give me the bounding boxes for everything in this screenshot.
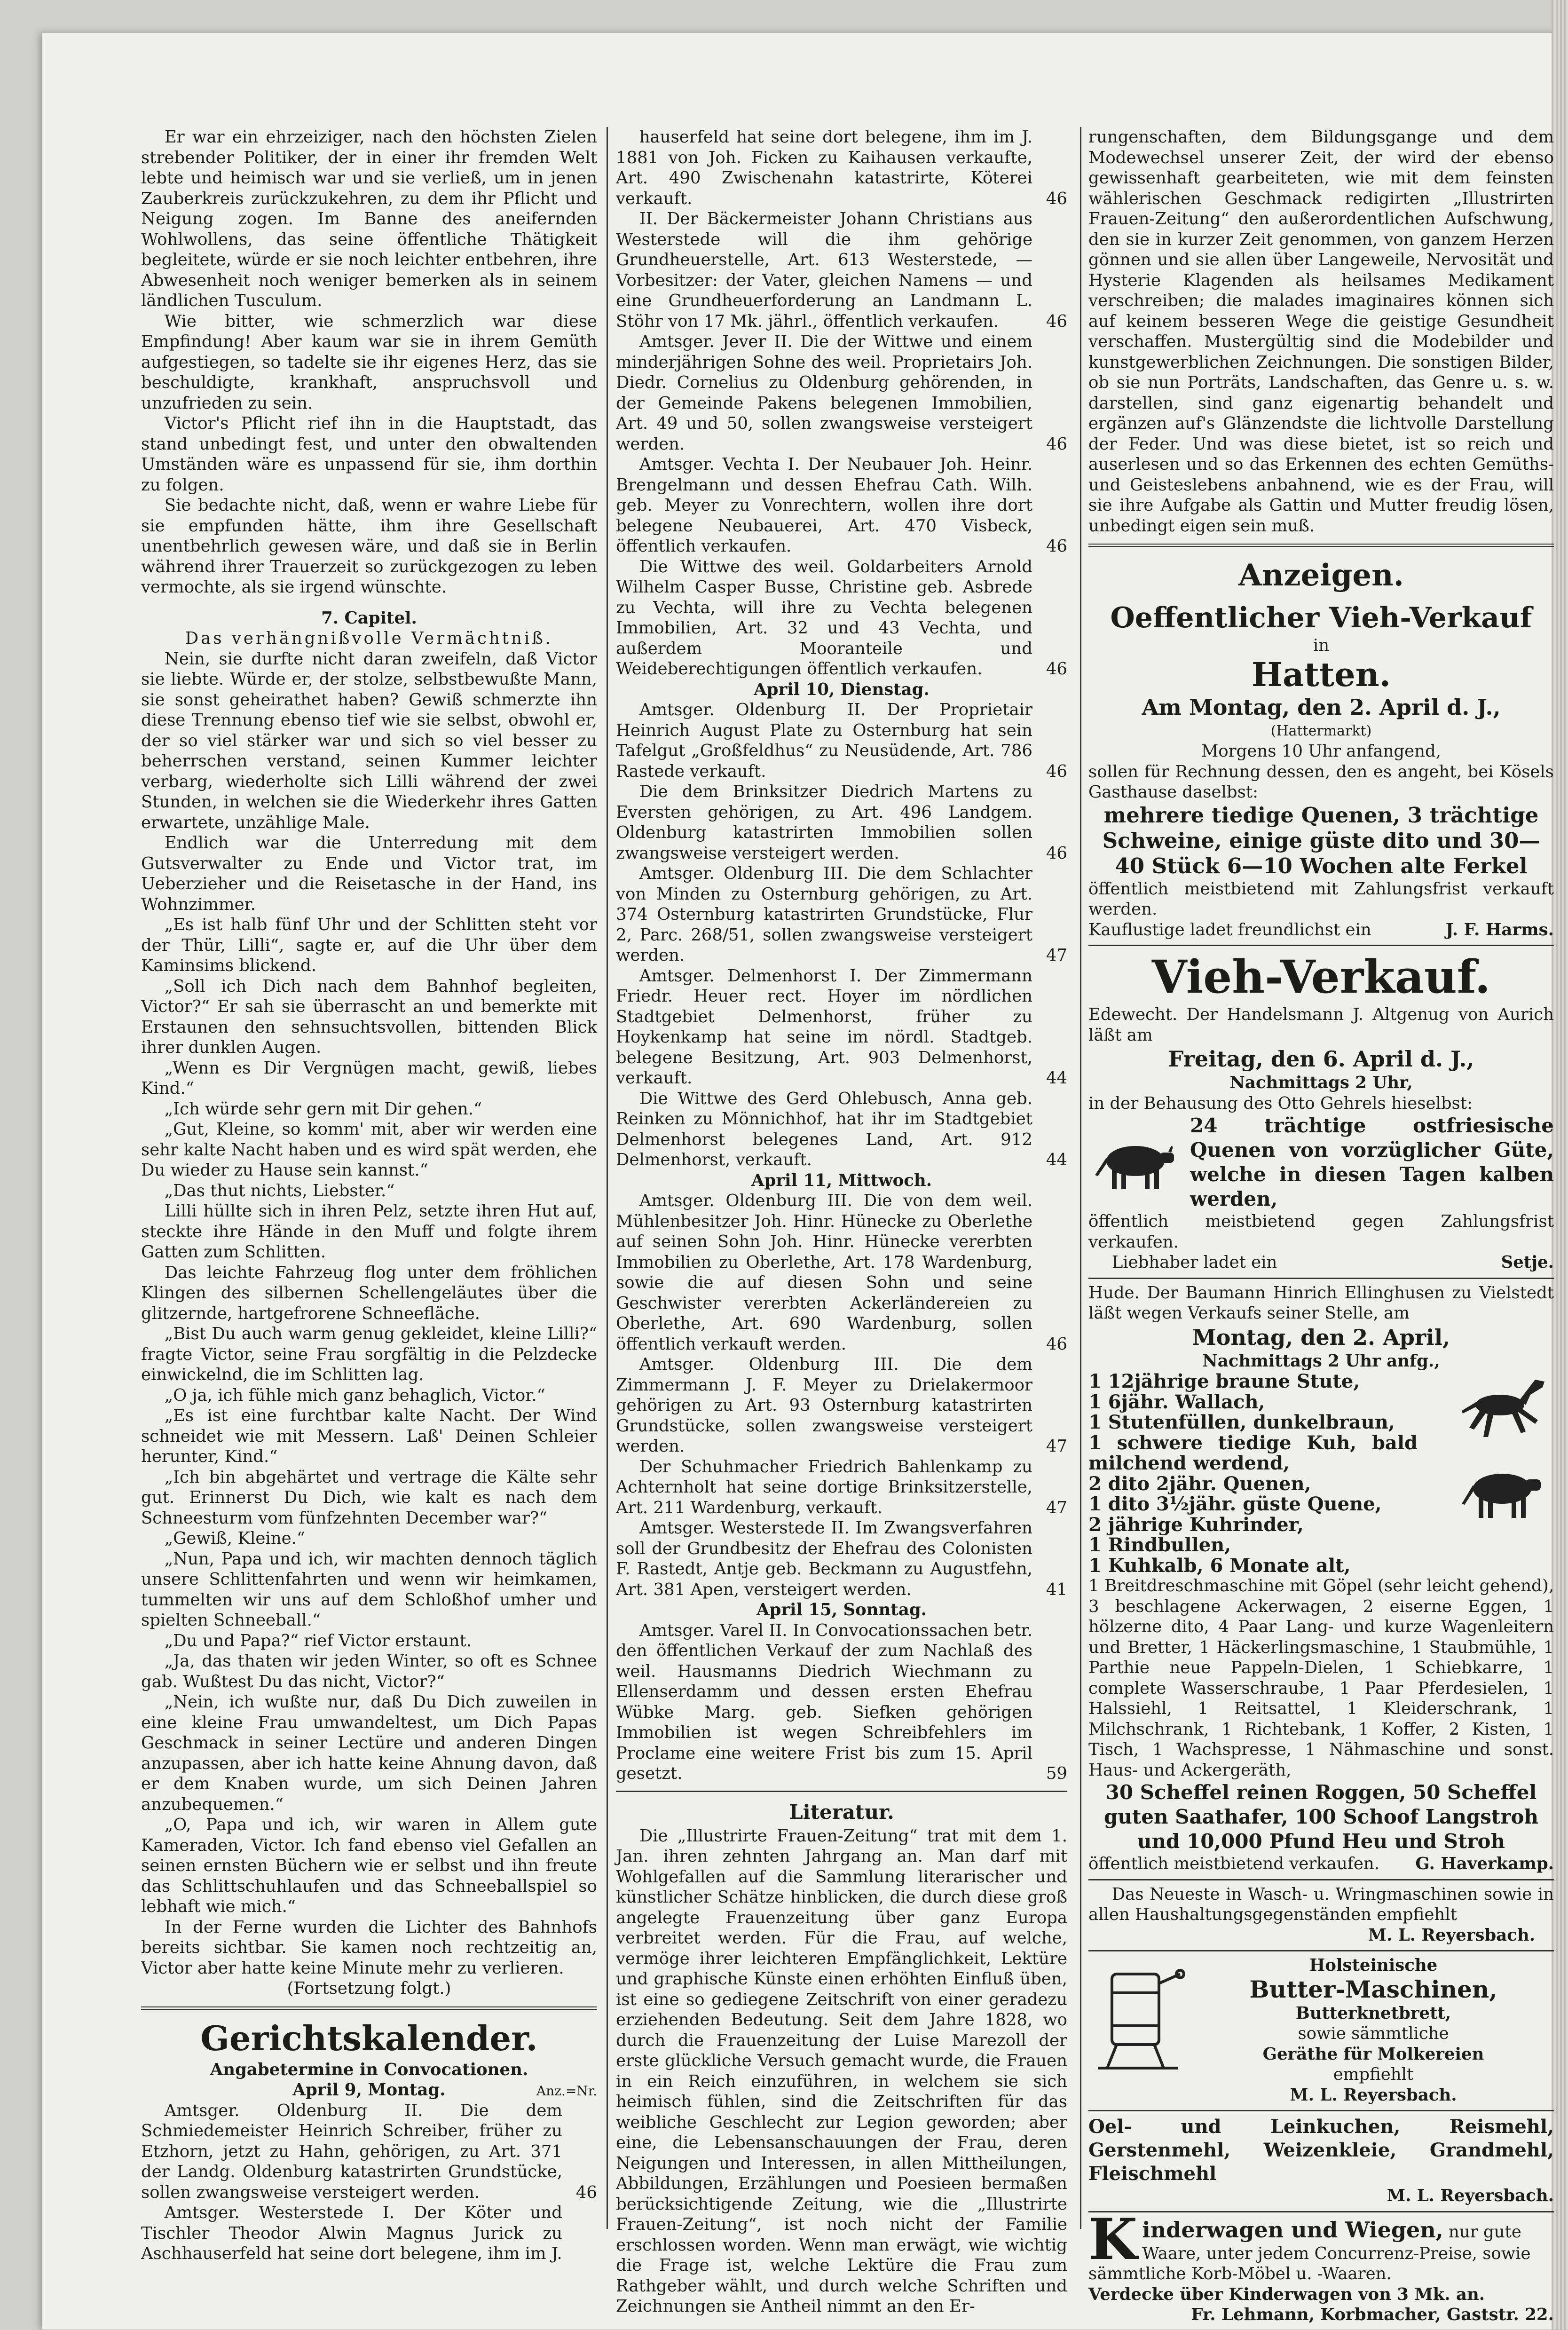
entry-number: 41 — [1046, 1580, 1067, 1599]
ad-text: nur gute Waare, unter jedem Concurrenz-Preise, sowie sämmtliche Korb-Möbel u. -Waaren. — [1088, 2222, 1531, 2283]
entry-text: Amtsger. Oldenburg III. Die dem Zimmermann J. F. Meyer zu Drielakermoor gehörigen zu Art. 93 Osternburg katastrirten Grundstücke, sollen zwangsweise versteigert werden. — [616, 1355, 1032, 1456]
calendar-entry — [616, 700, 1067, 782]
story-paragraphs — [141, 127, 597, 598]
list-item: 2 jährige Kuhrinder, — [1088, 1513, 1304, 1536]
ads-title: Anzeigen. — [1238, 558, 1404, 593]
ad-signature: Setje. — [1501, 1253, 1554, 1272]
chapter-title: Das verhängnißvolle Vermächtniß. — [185, 629, 553, 648]
ad-signature: M. L. Reyersbach. — [1368, 1925, 1535, 1945]
paragraph: „Gut, Kleine, so komm' mit, aber wir werden eine sehr kalte Nacht haben und es wird spät werden, ehe Du wieder zu Hause sein kannst.“ — [141, 1120, 597, 1180]
date-heading: April 9, Montag. — [292, 2080, 446, 2100]
list-item: 1 Kuhkalb, 6 Monate alt, — [1088, 1554, 1351, 1577]
entry-number: 46 — [1046, 189, 1067, 208]
list-item: 1 dito 3½jähr. güste Quene, — [1088, 1493, 1382, 1515]
entry-text: Die Wittwe des Gerd Ohlebusch, Anna geb. Reinken zu Mönnichhof, hat ihr im Stadtgebiet Delmenhorst belegenes Land, Art. 912 Delmenhorst, verkauft. — [616, 1089, 1032, 1169]
ad-signature: J. F. Harms. — [1445, 920, 1554, 940]
entry-number: 47 — [1046, 1498, 1067, 1517]
entry-text: Amtsger. Oldenburg III. Die dem Schlachter von Minden zu Osternburg gehörigen, zu Art. 374 Osternburg katastrirten Grundstücke, Flur 2, Parc. 268/51, sollen zwangsweise versteigert werden. — [616, 864, 1032, 965]
livestock-list — [1088, 1371, 1418, 1576]
ad-text: sowie sämmtliche — [1298, 2024, 1449, 2043]
calendar-entries — [616, 700, 1067, 1170]
paragraph: „O ja, ich fühle mich ganz behaglich, Victor.“ — [164, 1385, 545, 1405]
entry-text: Die dem Brinksitzer Diedrich Martens zu Eversten gehörigen, zu Art. 496 Landgem. Oldenburg katastrirten Immobilien sollen zwangsweise versteigert werden. — [616, 782, 1032, 863]
ad-signature: M. L. Reyersbach. — [1387, 2186, 1554, 2205]
literature-title: Literatur. — [789, 1800, 894, 1824]
ad-time: Nachmittags 2 Uhr anfg., — [1202, 1351, 1440, 1371]
ad-time: Morgens 10 Uhr anfangend, — [1201, 742, 1442, 761]
list-item: 1 schwere tiedige Kuh, bald milchend werdend, — [1088, 1431, 1418, 1474]
calendar-subtitle: Angabetermine in Convocationen. — [210, 2060, 528, 2079]
list-item: 1 Stutenfüllen, dunkelbraun, — [1088, 1411, 1395, 1433]
ad-signature: Fr. Lehmann, Korbmacher, Gaststr. 22. — [1191, 2305, 1554, 2324]
ad-text: 1 Breitdreschmaschine mit Göpel (sehr leicht gehend), 3 beschlagene Ackerwagen, 2 eiserne Eggen, 1 hölzerne dito, 4 Paar Lang- und kurze Wagenleitern und Bretter, 1 Häckerlingsmaschine, 1 Staubmühle, 1 Parthie neue Pappeln-Dielen, 1 Schiebkarre, 1 complete Wasserschraube, 1 Paar Pferdesielen, 1 Halssiehl, 1 Reitsattel, 1 Kleiderschrank, 1 Milchschrank, 1 Richtebank, 1 Koffer, 2 Kisten, 1 Tisch, 1 Wachspresse, 1 Nähmaschine und sonst. Haus- und Ackergeräth, — [1088, 1576, 1554, 1780]
paragraph: Victor's Pflicht rief ihn in die Hauptstadt, das stand unbedingt fest, und unter den obwaltenden Umständen wäre es unpassend für sie, ihm dorthin zu folgen. — [141, 414, 597, 495]
ad-feedstuffs — [1088, 2111, 1554, 2212]
story-paragraphs-2 — [141, 649, 597, 1979]
paragraph: „Bist Du auch warm genug gekleidet, kleine Lilli?“ fragte Victor, seine Frau sorgfältig in die Pelzdecke einwickelnd, die im Schlitten lag. — [141, 1324, 597, 1384]
column-right — [1088, 127, 1554, 2330]
ad-livestock-sale-hatten — [1088, 597, 1554, 946]
ad-highlight: 24 trächtige ostfriesische Quenen von vorzüglicher Güte, welche in diesen Tagen kalben werden, — [1190, 1114, 1554, 1210]
calendar-entries — [616, 1191, 1067, 1600]
column-left — [141, 127, 597, 2264]
ad-butter-machines — [1088, 1951, 1554, 2111]
date-heading: April 10, Dienstag. — [754, 679, 930, 699]
paragraph: „Ich würde sehr gern mit Dir gehen.“ — [164, 1099, 482, 1119]
entry-text: II. Der Bäckermeister Johann Christians aus Westerstede will die ihm gehörige Grundheuerstelle, Art. 613 Westerstede, — Vorbesitzer: der Vater, gleichen Namens — und eine Grundheuerforderung an Landmann L. Stöhr von 17 Mk. jährl., öffentlich verkaufen. — [616, 209, 1032, 331]
entry-number: 46 — [575, 2182, 597, 2202]
calendar-entry — [616, 209, 1067, 332]
ad-text: Holsteinische — [1309, 1956, 1438, 1975]
paragraph: Lilli hüllte sich in ihren Pelz, setzte ihren Hut auf, steckte ihre Hände in den Muff und folgte ihrem Gatten zum Schlitten. — [141, 1201, 597, 1262]
column-middle — [616, 127, 1067, 2317]
ad-title: inderwagen und Wiegen, — [1142, 2217, 1443, 2243]
calendar-title: Gerichtskalender. — [200, 2018, 538, 2058]
paragraph: „Das thut nichts, Liebster.“ — [164, 1181, 395, 1201]
paragraph: „O, Papa und ich, wir waren in Allem gute Kameraden, Victor. Ich fand ebenso viel Gefallen an seinen ernsten Büchern wie er selbst und ihn freute das Schlittschuhlaufen und das Schneeballspiel so lebhaft wie mich.“ — [141, 1815, 597, 1916]
ad-highlight: 30 Scheffel reinen Roggen, 50 Scheffel guten Saathafer, 100 Schoof Langstroh und 10,000 Pfund Heu und Stroh — [1103, 1781, 1539, 1853]
literature-continuation: rungenschaften, dem Bildungsgange und dem Modewechsel unserer Zeit, der wird der ebenso gewissenhaft gearbeiteten, wie mit dem feinsten wählerischen Geschmack redigirten „Illustrirten Frauen-Zeitung“ den außerordentlichen Aufschwung, den sie in kurzer Zeit genommen, von ganzem Herzen gönnen und sie allen über Langeweile, Nervosität und Hysterie Klagenden als heilsames Medikament verschreiben; die malades imaginaires können sich auf keinem besseren Wege die geistige Gesundheit verschaffen. Mustergültig sind die Modebilder und kunstgewerblichen Zeichnungen. Die sonstigen Bilder, ob sie nun Porträts, Landschaften, das Genre u. s. w. darstellen, sind ganz eigenartig behandelt und ergänzen auf's Glänzendste die lichtvolle Darstellung der Feder. Und was diese bietet, ist so reich und auserlesen und so das Erkennen des echten Gemüths- und Geisteslebens anbahnend, wie es der Frau, will sie ihre Aufgabe als Gattin und Mutter freudig lösen, unbedingt eigen sein muß. — [1088, 127, 1554, 536]
paragraph: „Ja, das thaten wir jeden Winter, so oft es Schnee gab. Wußtest Du das nicht, Victor?“ — [141, 1651, 597, 1691]
ad-livestock-sale-edewecht — [1088, 946, 1554, 1279]
ad-highlight: mehrere tiedige Quenen, 3 trächtige Schweine, einige güste dito und 30—40 Stück 6—10 Wochen alte Ferkel — [1102, 802, 1540, 878]
calendar-entry — [616, 454, 1067, 557]
ad-farm-auction-hude — [1088, 1279, 1554, 1880]
paragraph: Wie bitter, wie schmerzlich war diese Empfindung! Aber kaum war sie in ihrem Gemüth aufgestiegen, so tadelte sie ihr eigenes Herz, das sie beschuldigte, krankhaft, anspruchsvoll und unzufrieden zu sein. — [141, 311, 597, 413]
ad-text: Das Neueste in Wasch- u. Wringmaschinen sowie in allen Haushaltungsgegenständen empfiehlt — [1088, 1884, 1554, 1924]
list-item: 2 dito 2jähr. Quenen, — [1088, 1472, 1311, 1495]
paragraph: „Nein, ich wußte nur, daß Du Dich zuweilen in eine kleine Frau umwandeltest, um Dich Papas Geschmack in seiner Lectüre und anderen Dingen anzupassen, aber ich hatte keine Ahnung davon, daß er dem Knaben wurde, um sich Deinen Jahren anzubequemen.“ — [141, 1692, 597, 1814]
ad-signature: M. L. Reyersbach. — [1290, 2085, 1457, 2105]
ad-sub: (Hattermarkt) — [1270, 722, 1372, 739]
ad-invite: Liebhaber ladet ein — [1111, 1253, 1277, 1272]
ad-invite: Kauflustige ladet freundlichst ein — [1088, 920, 1371, 940]
ad-date: Montag, den 2. April, — [1192, 1324, 1450, 1350]
ad-text: in der Behausung des Otto Gehrels hieselbst: — [1088, 1093, 1473, 1113]
ad-text: in — [1313, 636, 1330, 655]
ad-time: Nachmittags 2 Uhr, — [1229, 1073, 1413, 1092]
paragraph: „Es ist halb fünf Uhr und der Schlitten steht vor der Thür, Lilli“, sagte er, auf die Uhr über dem Kaminsims blickend. — [141, 915, 597, 975]
paragraph: „Wenn es Dir Vergnügen macht, gewiß, liebes Kind.“ — [141, 1058, 597, 1098]
list-item: 1 Rindbullen, — [1088, 1534, 1231, 1556]
list-item: 1 12jährige braune Stute, — [1088, 1370, 1360, 1392]
ad-prams — [1088, 2206, 1554, 2330]
paragraph: „Es ist eine furchtbar kalte Nacht. Der Wind schneidet wie mit Messern. Laß' Deinen Schleier herunter, Kind.“ — [141, 1406, 597, 1466]
calendar-entry — [616, 782, 1067, 863]
butter-churn-icon — [1088, 1955, 1187, 2073]
calendar-entry — [616, 1457, 1067, 1518]
horse-icon — [1455, 1371, 1549, 1442]
entry-text: Amtsger. Jever II. Die der Wittwe und einem minderjährigen Sohne des weil. Proprietairs Joh. Diedr. Cornelius zu Oldenburg gehörenden, in der Gemeinde Pakens belegenen Immobilien, Art. 49 und 50, sollen zwangsweise versteigert werden. — [616, 332, 1032, 454]
ad-text: Oel- und Leinkuchen, Reismehl, Gerstenmehl, Weizenkleie, Grandmehl, Fleischmehl — [1088, 2116, 1554, 2185]
paragraph: In der Ferne wurden die Lichter des Bahnhofs bereits sichtbar. Sie kamen noch rechtzeitig an, Victor aber hatte keine Minute mehr zu verlieren. — [141, 1917, 597, 1978]
entry-number: 46 — [1046, 659, 1067, 679]
calendar-entry — [616, 332, 1067, 454]
entry-number: 47 — [1046, 1437, 1067, 1456]
column-rule — [1080, 127, 1081, 2229]
ad-text: öffentlich meistbietend mit Zahlungsfrist verkauft werden. — [1088, 879, 1554, 919]
entry-number: 44 — [1046, 1068, 1067, 1088]
calendar-entries — [616, 1620, 1067, 1784]
entry-number: 46 — [1046, 537, 1067, 556]
ad-title: Oeffentlicher Vieh-Verkauf — [1110, 601, 1532, 634]
continued-note: (Fortsetzung folgt.) — [287, 1979, 451, 1998]
entry-text: Amtsger. Oldenburg II. Die dem Schmiedemeister Heinrich Schreiber, früher zu Etzhorn, jetzt zu Hahn, gehörigen, zu Art. 371 der Landg. Oldenburg katastrirten Grundstücke, sollen zwangsweise versteigert werden. — [141, 2101, 562, 2202]
calendar-entry — [616, 1354, 1067, 1457]
calendar-entries — [141, 2101, 597, 2264]
calendar-entry — [616, 1620, 1067, 1784]
ad-text: Geräthe für Molkereien — [1262, 2044, 1484, 2064]
paragraph: Nein, sie durfte nicht daran zweifeln, daß Victor sie liebte. Würde er, der stolze, selbstbewußte Mann, sie sonst geheirathet haben? Gewiß schmerzte ihn diese Trennung ebenso tief wie sie selbst, obwohl er, der so viel stärker war und sich so viel besser zu beherrschen verstand, seinen Kummer leichter verbarg, wiederholte sich Lilli während der zwei Stunden, in welchen sie die Wiederkehr ihres Gatten erwartete, unzählige Male. — [141, 649, 597, 832]
entry-number: 46 — [1046, 761, 1067, 781]
calendar-entry — [616, 1191, 1067, 1354]
column-rule — [607, 127, 608, 2229]
ad-washing-machines — [1088, 1880, 1554, 1952]
entry-number: 47 — [1046, 946, 1067, 965]
ad-date: Am Montag, den 2. April d. J., — [1142, 694, 1501, 720]
entry-text: Amtsger. Varel II. In Convocationssachen betr. den öffentlichen Verkauf der zum Nachlaß des weil. Hausmanns Diedrich Wiechmann zu Ellenserdamm und dessen ersten Ehefrau Wübke Marg. geb. Siefken gehörigen Immobilien ist wegen Schreibfehlers im Proclame eine weitere Frist bis zum 15. April gesetzt. — [616, 1620, 1032, 1783]
section-rule — [1088, 544, 1554, 547]
paragraph: „Du und Papa?“ rief Victor erstaunt. — [164, 1631, 472, 1651]
paragraph: Endlich war die Unterredung mit dem Gutsverwalter zu Ende und Victor trat, im Ueberzieher und die Reisetasche in der Hand, ins Wohnzimmer. — [141, 833, 597, 914]
paragraph: „Nun, Papa und ich, wir machten dennoch täglich unsere Schlittenfahrten und wenn wir heimkamen, tummelten wir uns auf dem Schloßhof umher und spielten Schneeball.“ — [141, 1549, 597, 1630]
entry-number: 59 — [1046, 1764, 1067, 1783]
number-label: Anz.=Nr. — [536, 2083, 597, 2099]
entry-number: 44 — [1046, 1150, 1067, 1169]
drop-capital: K — [1088, 2206, 1138, 2273]
calendar-entry — [616, 966, 1067, 1089]
calendar-entries — [616, 127, 1067, 679]
paragraph: Er war ein ehrzeiziger, nach den höchsten Zielen strebender Politiker, der in einer ihr fremden Welt lebte und heimisch war und sie verließ, um in jenen Zauberkreis zurückzukehren, zu dem ihr Pflicht und Neigung zogen. Im Banne des aneifernden Wohlwollens, das seine öffentliche Thätigkeit begleitete, würde er sie noch leichter entbehren, ihre Abwesenheit noch weniger bemerken als in seinem ländlichen Tusculum. — [141, 127, 597, 310]
ad-place: Hatten. — [1252, 655, 1391, 694]
calendar-entry — [141, 2203, 597, 2264]
entry-text: Amtsger. Westerstede I. Der Köter und Tischler Theodor Alwin Magnus Jurick zu Aschhauserfeld hat seine dort belegene, ihm im J. — [141, 2203, 562, 2263]
entry-text: Amtsger. Oldenburg III. Die von dem weil. Mühlenbesitzer Joh. Hinr. Hünecke zu Oberlethe auf seinen Sohn Joh. Hinr. Hünecke vererbten Immobilien zu Oberlethe, Art. 178 Wardenburg, sowie die auf diesen Sohn und seine Geschwister vererbten Ackerländereien zu Oberlethe, Art. 690 Wardenburg, sollen öffentlich verkauft werden. — [616, 1191, 1032, 1354]
ad-signature: G. Haverkamp. — [1415, 1854, 1554, 1873]
list-item: 1 6jähr. Wallach, — [1088, 1390, 1265, 1413]
calendar-entry — [141, 2101, 597, 2203]
date-heading: April 11, Mittwoch. — [751, 1170, 932, 1190]
entry-number: 46 — [1046, 1334, 1067, 1354]
section-rule — [141, 2006, 597, 2010]
literature-paragraphs — [616, 1826, 1067, 2317]
cow-icon — [1088, 1132, 1182, 1193]
entry-text: Die Wittwe des weil. Goldarbeiters Arnold Wilhelm Casper Busse, Christine geb. Asbrede zu Vechta, will ihre zu Vechta belegenen Immobilien, Art. 32 und 43 Vechta, und außerdem Mooranteile und Weideberechtigungen öffentlich verkaufen. — [616, 557, 1032, 679]
paragraph: „Gewiß, Kleine.“ — [164, 1529, 306, 1548]
ad-text: Butterknetbrett, — [1295, 2003, 1451, 2023]
entry-text: Amtsger. Delmenhorst I. Der Zimmermann Friedr. Heuer rect. Hoyer im nördlichen Stadtgebiet Delmenhorst, früher zu Hoykenkamp hat seine im nördl. Stadtgeb. belegene Besitzung, Art. 903 Delmenhorst, verkauft. — [616, 966, 1032, 1088]
ad-text: Verdecke über Kinderwagen von 3 Mk. an. — [1088, 2284, 1485, 2304]
entry-number: 46 — [1046, 311, 1067, 331]
ad-text: öffentlich meistbietend gegen Zahlungsfrist verkaufen. — [1088, 1212, 1554, 1252]
paragraph: Sie bedachte nicht, daß, wenn er wahre Liebe für sie empfunden hätte, ihm ihre Gesellschaft unentbehrlich gewesen wäre, und daß sie in Berlin während ihrer Trauerzeit so zurückgezogen zu leben vermochte, als sie irgend wünschte. — [141, 496, 597, 597]
binding-edge — [1552, 0, 1568, 2330]
entry-text: Der Schuhmacher Friedrich Bahlenkamp zu Achternholt hat seine dortige Brinksitzerstelle, Art. 211 Wardenburg, verkauft. — [616, 1457, 1032, 1517]
section-rule — [616, 1791, 1067, 1792]
entry-text: Amtsger. Westerstede II. Im Zwangsverfahren soll der Grundbesitz der Ehefrau des Colonisten F. Rastedt, Antje geb. Beckmann zu Augustfehn, Art. 381 Apen, versteigert werden. — [616, 1518, 1032, 1599]
ad-text: sollen für Rechnung dessen, den es angeht, bei Kösels Gasthause daselbst: — [1088, 762, 1554, 802]
entry-text: Amtsger. Vechta I. Der Neubauer Joh. Heinr. Brengelmann und dessen Ehefrau Cath. Wilh. geb. Meyer zu Vonrechtern, wollen ihre dort belegene Neubauerei, Art. 470 Visbeck, öffentlich verkaufen. — [616, 455, 1032, 556]
entry-number: 46 — [1046, 843, 1067, 863]
ad-text: Edewecht. Der Handelsmann J. Altgenug von Aurich läßt am — [1088, 1005, 1554, 1045]
entry-text: hauserfeld hat seine dort belegene, ihm im J. 1881 von Joh. Ficken zu Kaihausen verkaufte, Art. 490 Zwischenahn katastrirte, Köterei verkauft. — [616, 127, 1032, 208]
entry-text: Amtsger. Oldenburg II. Der Proprietair Heinrich August Plate zu Osternburg hat sein Tafelgut „Großfeldhus“ zu Neusüdende, Art. 786 Rastede verkauft. — [616, 700, 1032, 781]
ad-text: Hude. Der Baumann Hinrich Ellinghusen zu Vielstedt läßt wegen Verkaufs seiner Stelle, am — [1088, 1283, 1554, 1323]
date-heading: April 15, Sonntag. — [756, 1600, 927, 1619]
paragraph: „Ich bin abgehärtet und vertrage die Kälte sehr gut. Erinnerst Du Dich, wie kalt es nach dem Schneesturm vom fünfzehnten December war?“ — [141, 1467, 597, 1528]
calendar-entry — [616, 557, 1067, 679]
ad-text: empfiehlt — [1333, 2065, 1414, 2084]
ad-date: Freitag, den 6. April d. J., — [1168, 1046, 1474, 1072]
paragraph: „Soll ich Dich nach dem Bahnhof begleiten, Victor?“ Er sah sie überrascht an und bemerkte mit Erstaunen den sehnsuchtsvollen, bittenden Blick ihrer dunklen Augen. — [141, 976, 597, 1057]
calendar-entry — [616, 1089, 1067, 1170]
calendar-entry — [616, 863, 1067, 966]
paragraph: Das leichte Fahrzeug flog unter dem fröhlichen Klingen des silbernen Schellengeläutes über die glitzernde, hartgefrorene Schneefläche. — [141, 1263, 597, 1323]
ad-text: öffentlich meistbietend verkaufen. — [1088, 1854, 1380, 1873]
cow-icon — [1455, 1461, 1549, 1522]
entry-number: 46 — [1046, 434, 1067, 454]
calendar-entry — [616, 127, 1067, 209]
chapter-heading: 7. Capitel. — [321, 608, 417, 628]
paragraph: Die „Illustrirte Frauen-Zeitung“ trat mit dem 1. Jan. ihren zehnten Jahrgang an. Man darf mit Wohlgefallen auf die Sammlung literarischer und künstlicher Schätze hinblicken, die durch diese groß angelegte Frauenzeitung über ganz Europa verbreitet werden. Für die Frau, auf welche, vermöge ihrer leichteren Empfänglichkeit, Lektüre und graphische Künste einen erhöhten Einfluß üben, ist eine so gediegene Zeitschrift von einer geradezu erziehenden Bedeutung. Seit dem Jahre 1828, wo durch die Frauenzeitung der Luise Marezoll der erste glückliche Versuch gemacht wurde, die Frauen in ein Reich einzuführen, in welchem sie sich heimisch fühlen, sind die Zeitschriften für das weibliche Geschlecht zur Legion geworden; aber eine, die Lebensanschauungen der Frau, deren Neigungen und Interessen, in allen Mittheilungen, Abbildungen, Erzählungen und Poesieen bermaßen berücksichtigende Zeitung, wie die „Illustrirte Frauen-Zeitung“, ist noch nicht der Familie erschlossen worden. Wenn man erwägt, wie wichtig die Frage ist, welche Lektüre die Frau zum Rathgeber wählt, und durch welche Schriften und Zeichnungen sie Antheil nimmt an den Er- — [616, 1826, 1067, 2316]
calendar-entry — [616, 1518, 1067, 1600]
ad-title: Butter-Maschinen, — [1249, 1975, 1497, 2003]
ad-title: Vieh-Verkauf. — [1151, 950, 1491, 1003]
